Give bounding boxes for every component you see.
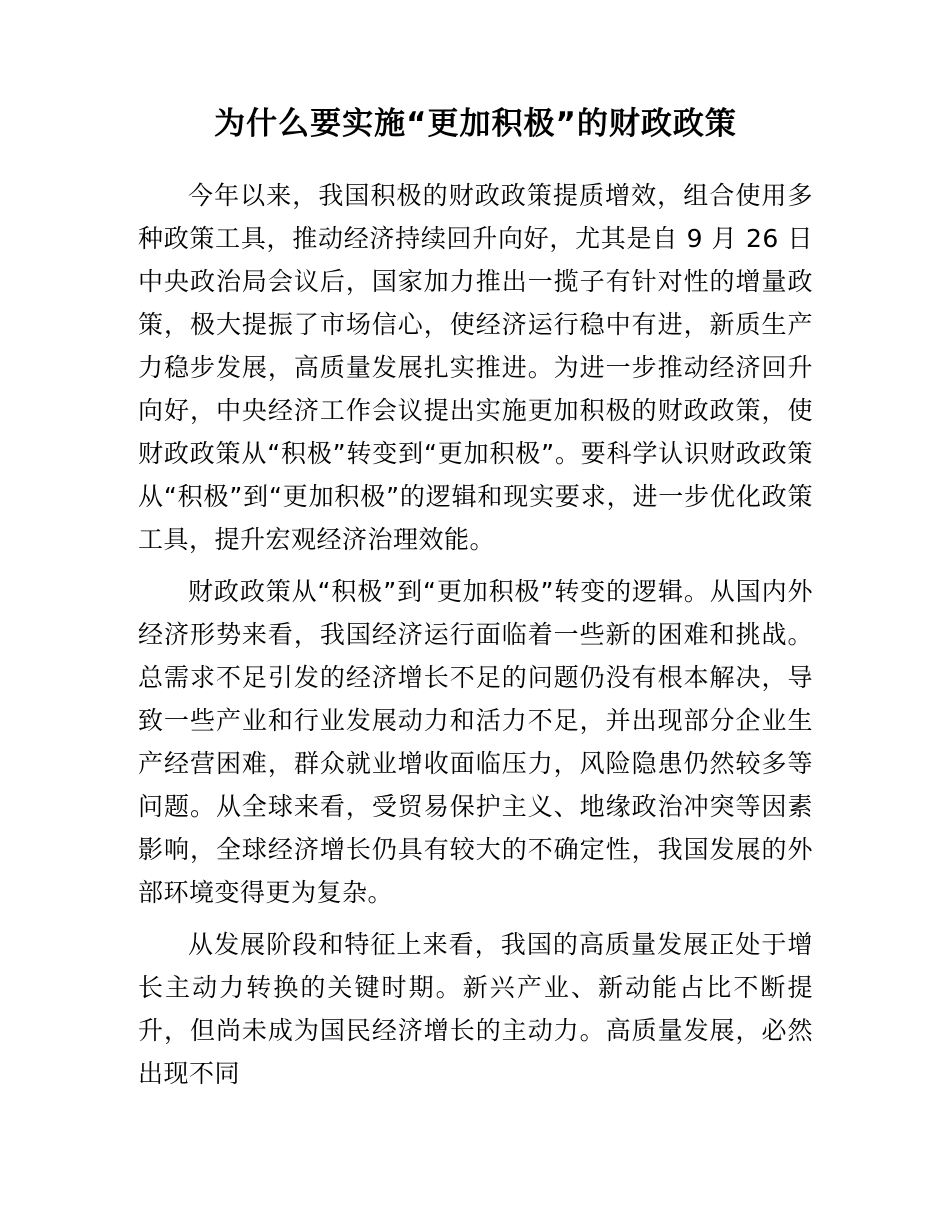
paragraph: 今年以来，我国积极的财政政策提质增效，组合使用多种政策工具，推动经济持续回升向好，尤其是自 9 月 26 日中央政治局会议后，国家加力推出一揽子有针对性的增量政策，极大提振了市场信心，使经济运行稳中有进，新质生产力稳步发展，高质量发展扎实推进。为进一步推动经济回升向好，中央经济工作会议提出实施更加积极的财政政策，使财政政策从“积极”转变到“更加积极”。要科学认识财政政策从“积极”到“更加积极”的逻辑和现实要求，进一步优化政策工具，提升宏观经济治理效能。 (138, 181, 813, 554)
paragraph: 从发展阶段和特征上来看，我国的高质量发展正处于增长主动力转换的关键时期。新兴产业、新动能占比不断提升，但尚未成为国民经济增长的主动力。高质量发展，必然出现不同 (138, 930, 813, 1088)
paragraph: 财政政策从“积极”到“更加积极”转变的逻辑。从国内外经济形势来看，我国经济运行面临着一些新的困难和挑战。总需求不足引发的经济增长不足的问题仍没有根本解决，导致一些产业和行业发展动力和活力不足，并出现部分企业生产经营困难，群众就业增收面临压力，风险隐患仍然较多等问题。从全球来看，受贸易保护主义、地缘政治冲突等因素影响，全球经济增长仍具有较大的不确定性，我国发展的外部环境变得更为复杂。 (138, 577, 813, 907)
document-title: 为什么要实施“更加积极”的财政政策 (214, 106, 737, 142)
